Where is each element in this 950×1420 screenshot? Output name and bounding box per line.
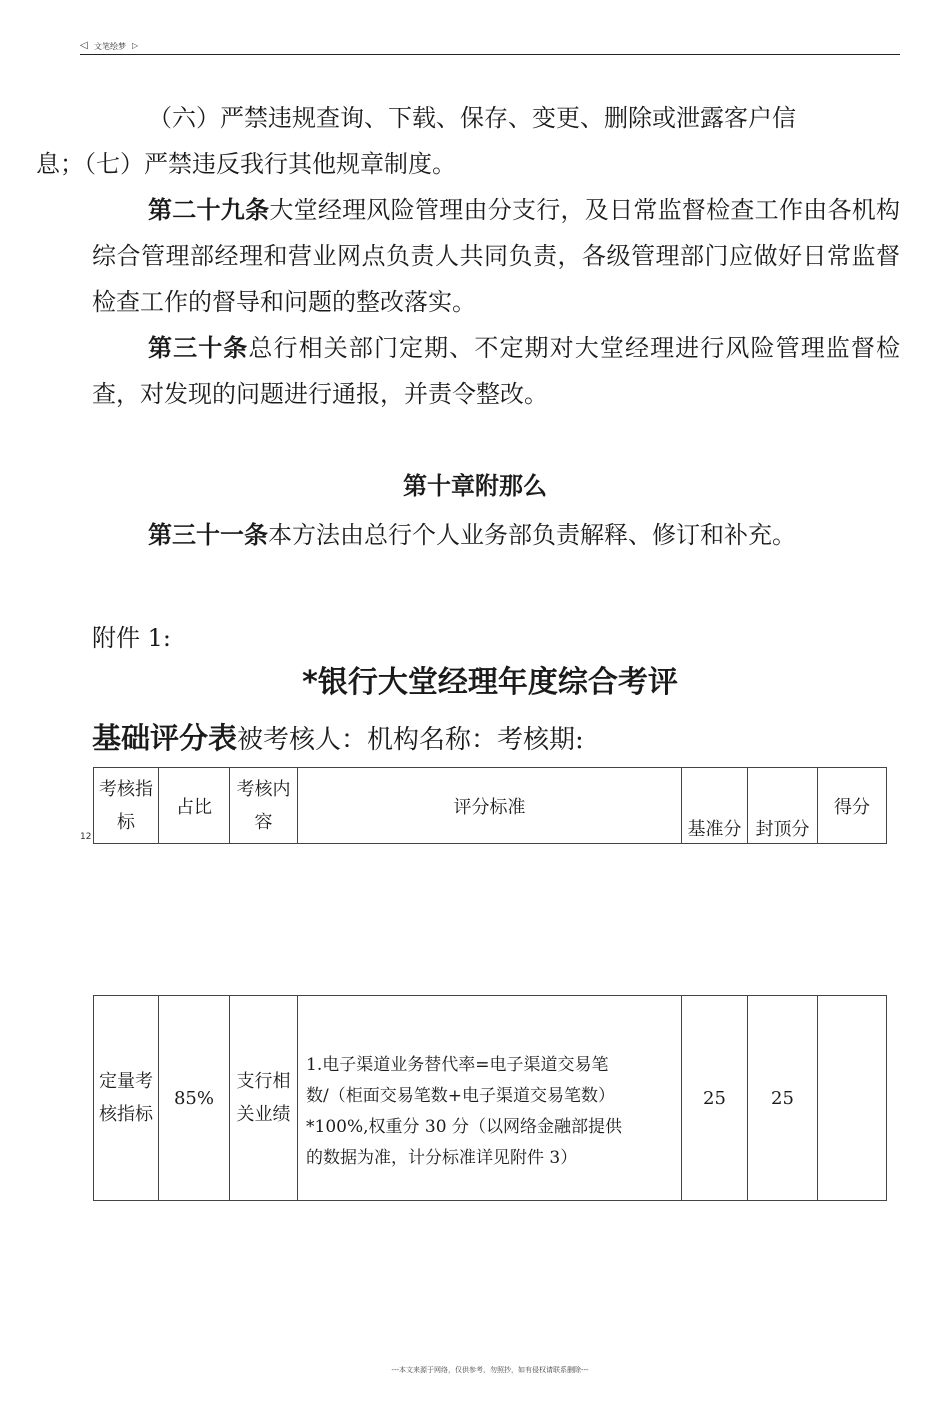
header-ratio: 占比 [159, 768, 230, 844]
article-30-body: 总行相关部门定期、不定期对大堂经理进行风险管理监督检查，对发现的问题进行通报，并责令整改。 [92, 334, 901, 408]
header-indicator: 考核指 标 [94, 768, 159, 844]
table-header-row [94, 768, 887, 844]
article-29-body: 大堂经理风险管理由分支行，及日常监督检查工作由各机构综合管理部经理和营业网点负责人共同负责，各级管理部门应做好日常监督检查工作的督导和问题的整改落实。 [92, 196, 901, 316]
article-31-body: 本方法由总行个人业务部负责解释、修订和补充。 [268, 521, 796, 549]
triangle-left-icon: ◁ [80, 40, 88, 51]
row-standard: 1.电子渠道业务替代率=电子渠道交易笔 数/（柜面交易笔数+电子渠道交易笔数） *100%,权重分 30 分（以网络金融部提供 的数据为准，计分标准详见附件 3） [298, 996, 682, 1201]
row-ratio: 85% [159, 996, 230, 1201]
article-31-title: 第三十一条 [148, 520, 268, 549]
prohibition-line-1: （六）严禁违规查询、下载、保存、变更、删除或泄露客户信 [148, 104, 796, 132]
form-subtitle-bold: 基础评分表 [92, 721, 238, 755]
chapter-heading: 第十章附那么 [403, 471, 547, 500]
prohibition-line-2: 息；（七）严禁违反我行其他规章制度。 [36, 150, 456, 178]
page-number: 12 [80, 832, 92, 842]
header-standard: 评分标准 [298, 768, 682, 844]
article-29-title: 第二十九条 [148, 195, 270, 224]
header-base: 基准分 [682, 768, 748, 844]
header-divider [80, 54, 900, 55]
row-indicator: 定量考 核指标 [94, 996, 159, 1201]
page-header [80, 40, 900, 54]
article-30-title: 第三十条 [148, 333, 249, 362]
article-31 [92, 512, 900, 558]
attachment-label: 附件 1: [92, 624, 171, 652]
row-base: 25 [682, 996, 748, 1201]
score-table-header [93, 767, 887, 844]
triangle-right-icon: ▷ [132, 41, 139, 50]
header-text: 文笔绘梦 [94, 42, 126, 51]
row-score [818, 996, 887, 1201]
paragraph-prohibitions [36, 95, 900, 187]
form-title: *银行大堂经理年度综合考评 [302, 665, 678, 700]
row-content: 支行相 关业绩 [230, 996, 298, 1201]
article-30 [92, 325, 900, 417]
row-cap: 25 [748, 996, 818, 1201]
table-row [94, 996, 887, 1201]
header-score: 得分 [818, 768, 887, 844]
header-content: 考核内 容 [230, 768, 298, 844]
article-29 [92, 187, 900, 325]
form-subtitle-fields: 被考核人：机构名称：考核期: [237, 725, 584, 755]
page-footer: ---本文来源于网络，仅供参考，勿照抄，如有侵权请联系删除--- [391, 1366, 589, 1374]
score-table-body [93, 995, 887, 1201]
header-cap: 封顶分 [748, 768, 818, 844]
form-subtitle [92, 714, 900, 767]
